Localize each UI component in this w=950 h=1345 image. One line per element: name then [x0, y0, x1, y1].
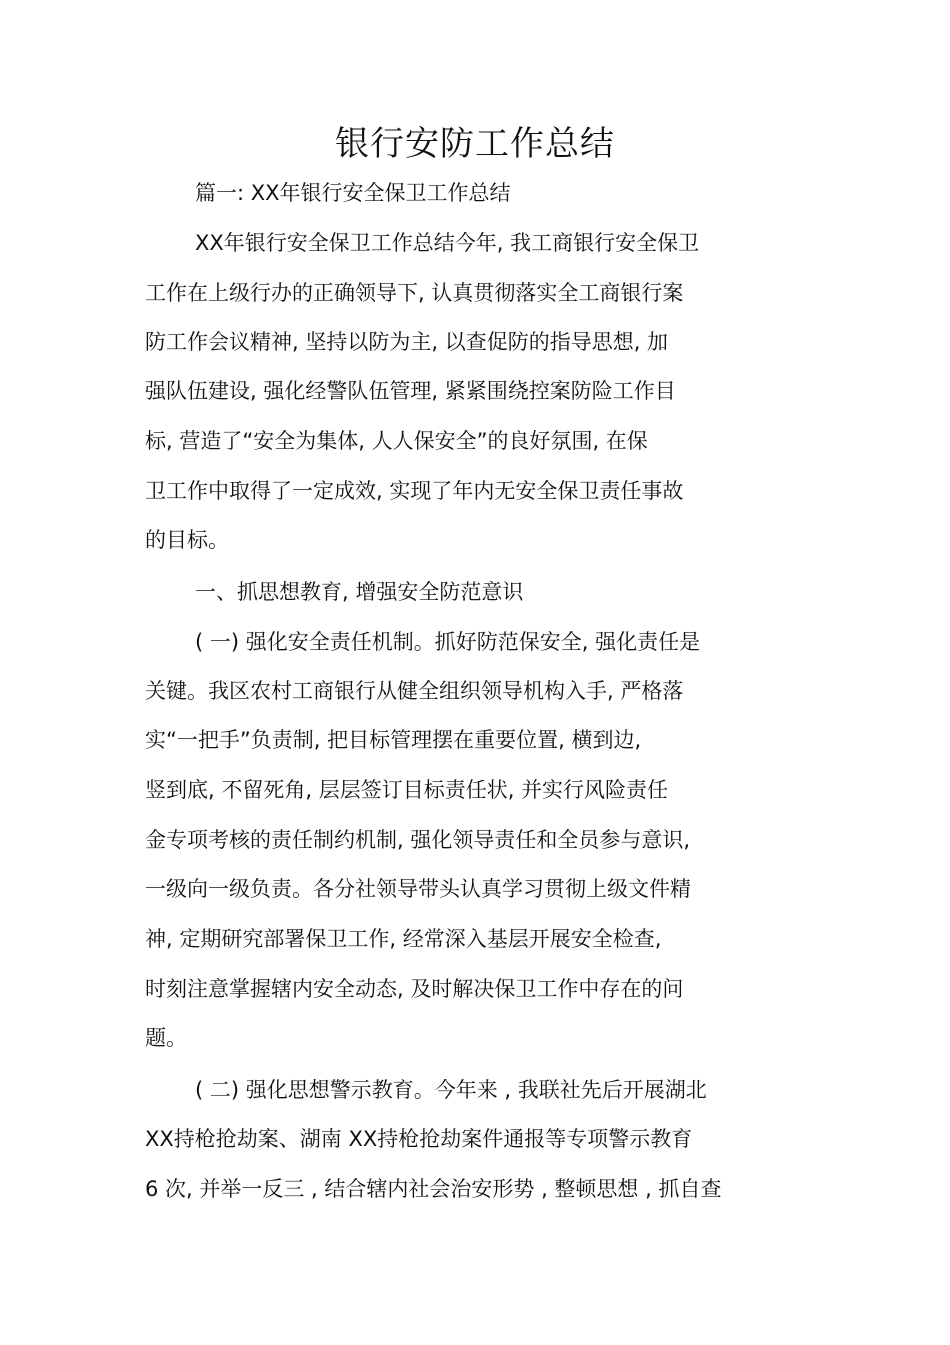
paragraph-line: 题。 — [145, 1026, 187, 1050]
paragraph-line: XX年银行安全保卫工作总结今年, 我工商银行安全保卫 — [195, 231, 700, 255]
paragraph-line: 卫工作中取得了一定成效, 实现了年内无安全保卫责任事故 — [145, 479, 684, 503]
paragraph-line: ( 二) 强化思想警示教育。今年来 , 我联社先后开展湖北 — [195, 1078, 707, 1102]
paragraph-line: 金专项考核的责任制约机制, 强化领导责任和全员参与意识, — [145, 828, 691, 852]
paragraph-line: 神, 定期研究部署保卫工作, 经常深入基层开展安全检查, — [145, 927, 662, 951]
paragraph-line: XX持枪抢劫案、湖南 XX持枪抢劫案件通报等专项警示教育 — [145, 1127, 693, 1151]
paragraph-line: 实“一把手”负责制, 把目标管理摆在重要位置, 横到边, — [145, 728, 642, 752]
paragraph-line: ( 一) 强化安全责任机制。抓好防范保安全, 强化责任是 — [195, 630, 701, 654]
paragraph-line: 标, 营造了“安全为集体, 人人保安全”的良好氛围, 在保 — [145, 429, 648, 453]
paragraph-line: 的目标。 — [145, 528, 229, 552]
paragraph-line: 工作在上级行办的正确领导下, 认真贯彻落实全工商银行案 — [145, 281, 684, 305]
paragraph-line: 时刻注意掌握辖内安全动态, 及时解决保卫工作中存在的问 — [145, 977, 684, 1001]
paragraph-line: 竖到底, 不留死角, 层层签订目标责任状, 并实行风险责任 — [145, 778, 669, 802]
document-title: 银行安防工作总结 — [335, 124, 615, 164]
paragraph-line: 6 次, 并举一反三 , 结合辖内社会治安形势 , 整顿思想 , 抓自查 — [145, 1177, 722, 1201]
subheading: 一、抓思想教育, 增强安全防范意识 — [195, 580, 524, 604]
section-heading: 篇一: XX年银行安全保卫工作总结 — [195, 181, 511, 205]
paragraph-line: 关键。我区农村工商银行从健全组织领导机构入手, 严格落 — [145, 679, 684, 703]
paragraph-line: 防工作会议精神, 坚持以防为主, 以查促防的指导思想, 加 — [145, 330, 669, 354]
paragraph-line: 强队伍建设, 强化经警队伍管理, 紧紧围绕控案防险工作目 — [145, 379, 676, 403]
paragraph-line: 一级向一级负责。各分社领导带头认真学习贯彻上级文件精 — [145, 877, 691, 901]
